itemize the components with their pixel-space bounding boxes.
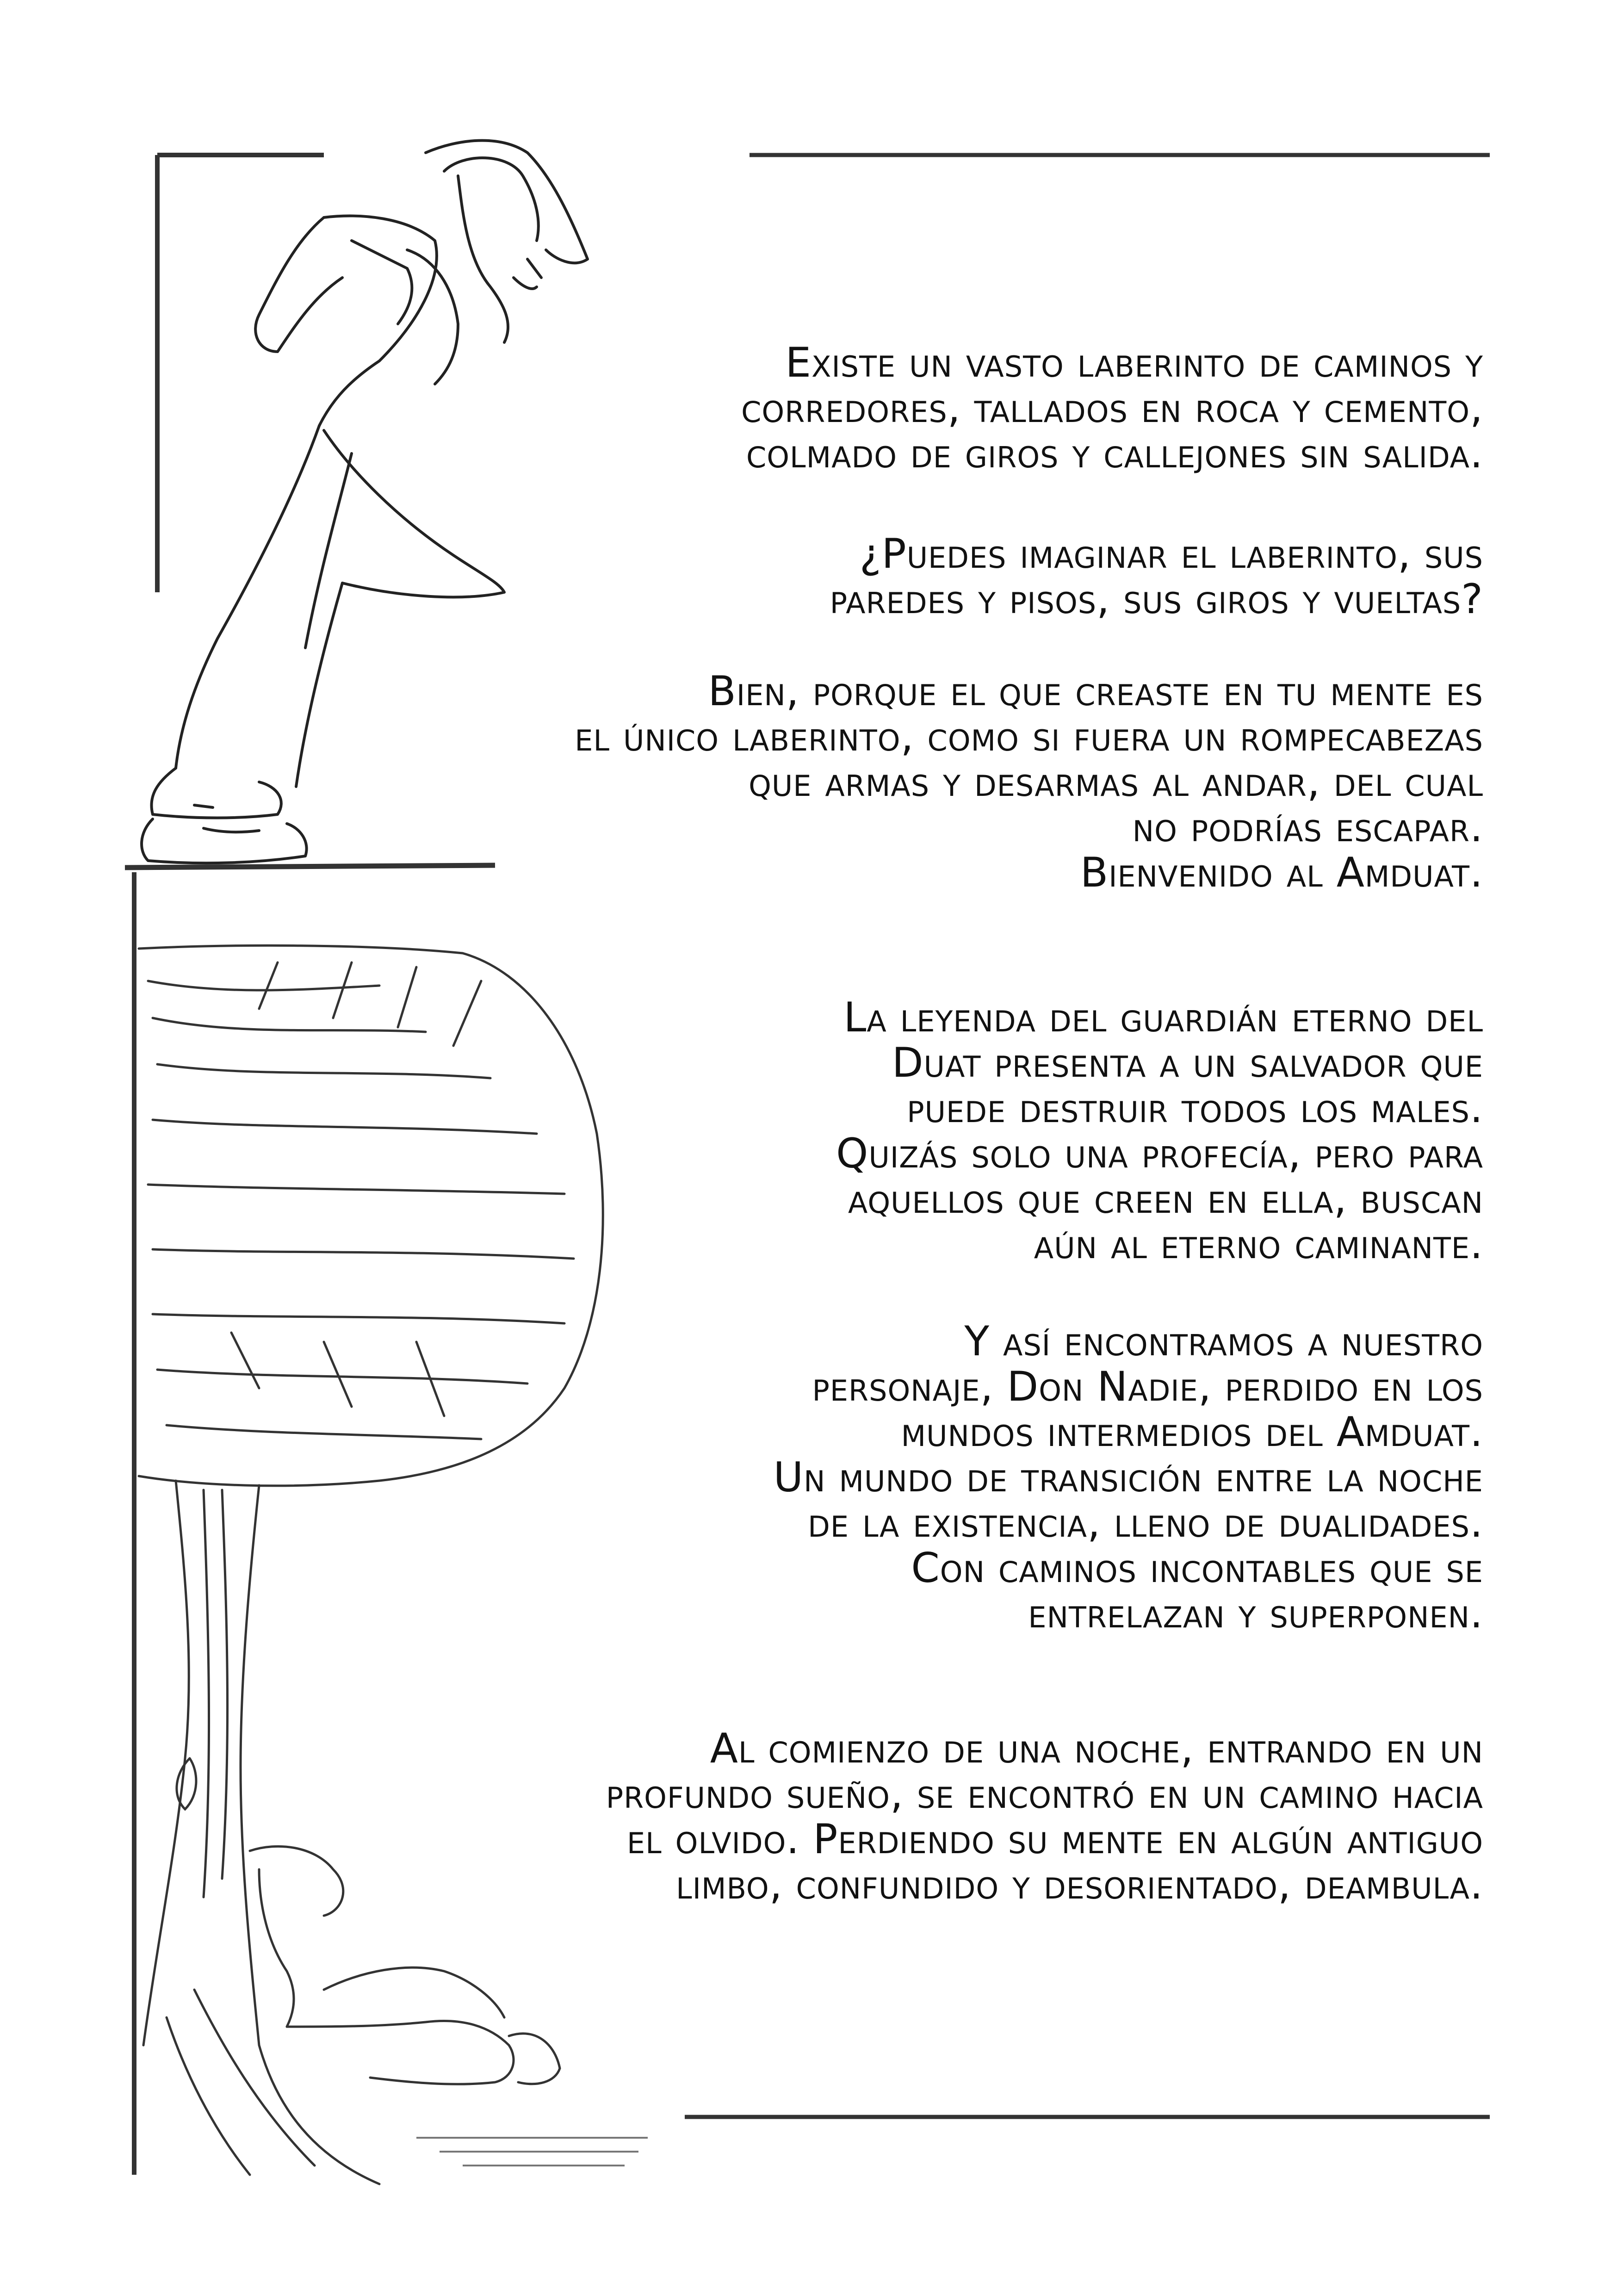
narration-line: Duat presenta a un salvador que — [892, 1039, 1483, 1086]
top-panel-frame — [157, 155, 324, 592]
narration-block-3 — [575, 669, 1483, 895]
narration-line: Existe un vasto laberinto de caminos y — [785, 339, 1483, 386]
narration-line: Un mundo de transición entre la noche — [773, 1453, 1483, 1501]
narration-line: aún al eterno caminante. — [1034, 1220, 1483, 1268]
narration-block-2 — [830, 531, 1483, 622]
narration-block-5 — [774, 1319, 1483, 1636]
narration-line: ¿Puedes imaginar el laberinto, sus — [859, 530, 1483, 577]
narration-line: Quizás solo una profecía, pero para — [836, 1129, 1483, 1177]
narration-line: Y así encontramos a nuestro — [964, 1317, 1483, 1365]
narration-block-6 — [606, 1726, 1483, 1907]
ledge-line — [125, 865, 495, 868]
narration-line: corredores, tallados en roca y cemento, — [741, 384, 1483, 432]
narration-line: paredes y pisos, sus giros y vueltas? — [830, 575, 1483, 623]
narration-line: que armas y desarmas al andar, del cual — [749, 758, 1483, 806]
narration-line: el único laberinto, como si fuera un rompecabezas — [575, 713, 1483, 760]
narration-line: el olvido. Perdiendo su mente en algún antiguo — [626, 1815, 1483, 1863]
narration-block-4 — [836, 995, 1483, 1267]
narration-line: La leyenda del guardián eterno del — [843, 993, 1483, 1041]
narration-line: de la existencia, lleno de dualidades. — [808, 1499, 1483, 1546]
narration-line: Con caminos incontables que se — [911, 1544, 1483, 1592]
narration-line: personaje, Don Nadie, perdido en los — [812, 1363, 1483, 1410]
standing-figure-with-hat — [142, 141, 588, 863]
narration-line: profundo sueño, se encontró en un camino hacia — [606, 1770, 1483, 1818]
narration-block-1 — [741, 340, 1483, 476]
ground-shading — [416, 2138, 648, 2166]
narration-line: limbo, confundido y desorientado, deambula. — [676, 1861, 1483, 1908]
narration-line: aquellos que creen en ella, buscan — [848, 1175, 1483, 1222]
narration-line: Bienvenido al Amduat. — [1080, 849, 1483, 896]
narration-line: no podrías escapar. — [1132, 803, 1483, 851]
narration-line: Al comienzo de una noche, entrando en un — [710, 1725, 1483, 1772]
narration-line: puede destruir todos los males. — [907, 1084, 1483, 1132]
tree-with-sleeping-figure — [139, 945, 603, 2184]
narration-line: colmado de giros y callejones sin salida. — [746, 429, 1483, 477]
narration-line: entrelazan y superponen. — [1028, 1589, 1483, 1637]
narration-line: Bien, porque el que creaste en tu mente es — [708, 667, 1483, 715]
narration-line: mundos intermedios del Amduat. — [901, 1408, 1483, 1456]
